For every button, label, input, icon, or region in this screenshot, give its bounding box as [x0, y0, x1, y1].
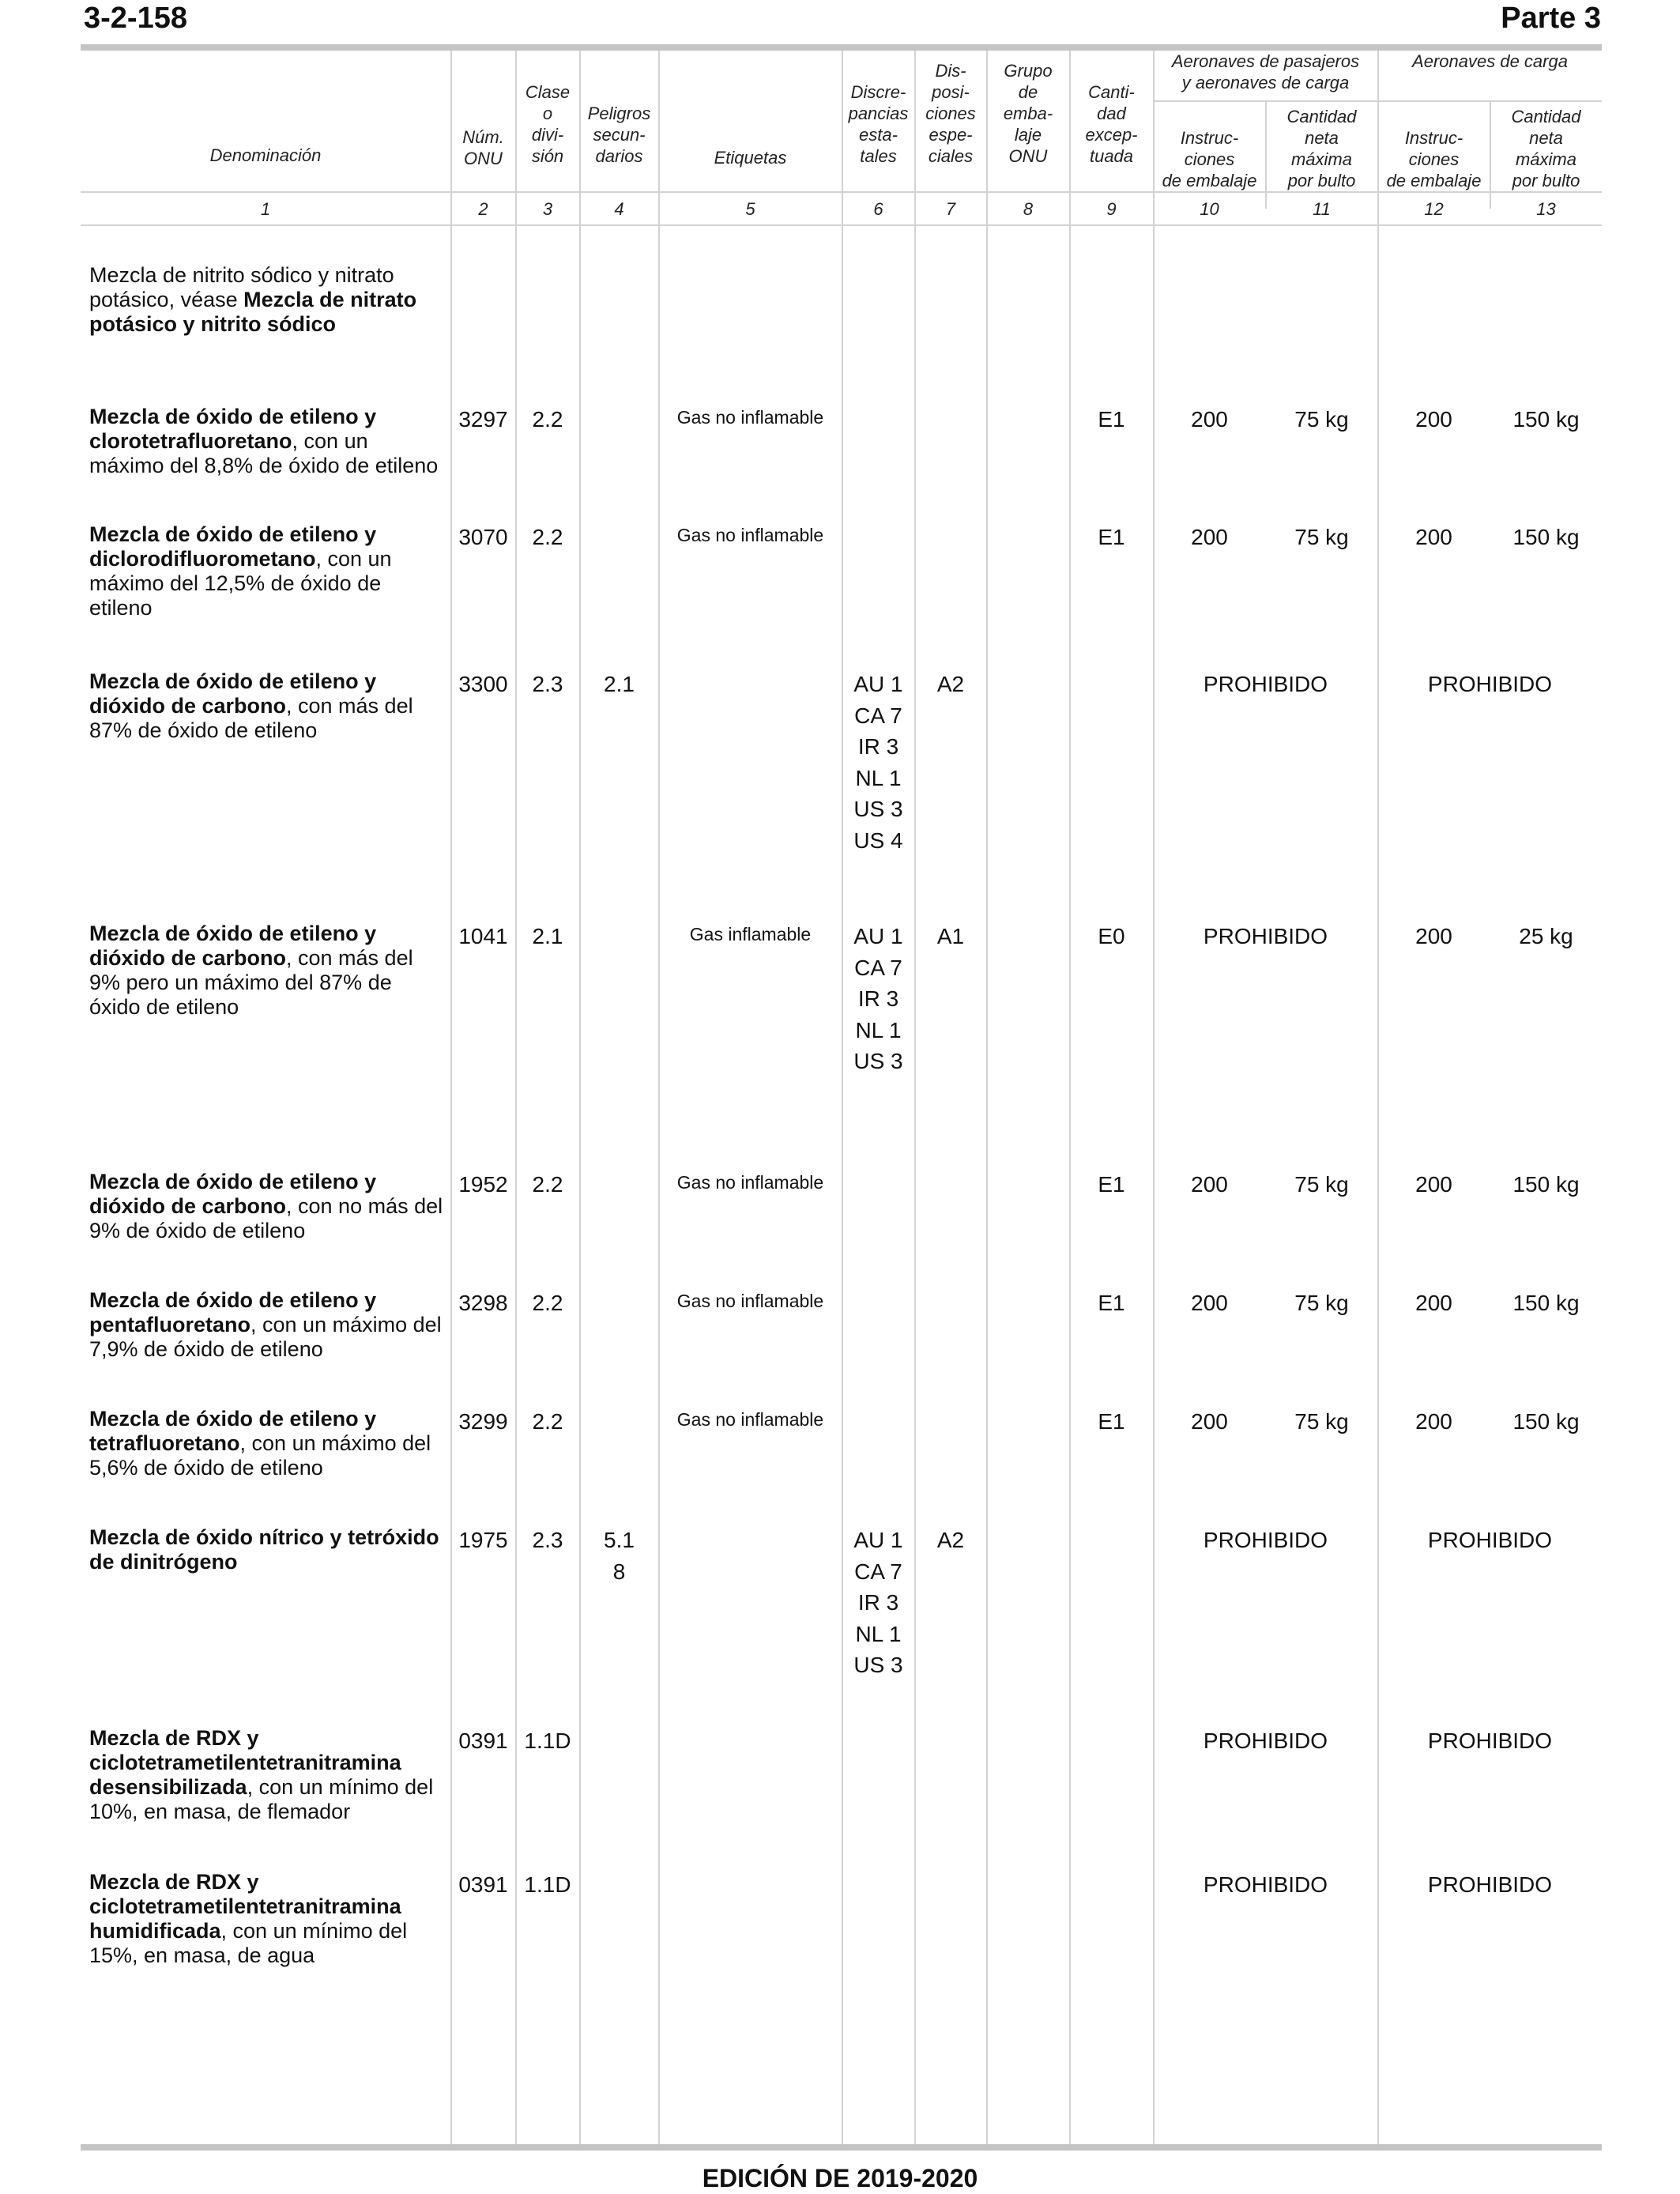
un-number: 0391: [458, 1728, 508, 1753]
group-header-rule: [1154, 100, 1602, 102]
header-cantidad-exceptuada: Canti- dad excep- tuada: [1085, 82, 1138, 166]
cargo-prohibited: PROHIBIDO: [1427, 1872, 1553, 1897]
row-name-bold: Mezcla de óxido de etileno y pentafluoretano: [89, 1288, 377, 1336]
header-instrucciones-carga: Instruc- ciones de embalaje: [1386, 128, 1482, 190]
excepted-quantity: E1: [1098, 407, 1125, 432]
row-name-bold: Mezcla de nitrato potásico y nitrito sódico: [89, 288, 417, 336]
table-row-name: [89, 669, 445, 743]
class-division: 1.1D: [524, 1872, 571, 1897]
column-divider: [658, 51, 660, 2144]
pax-packing-instruction: 200: [1191, 407, 1228, 432]
un-number: 3300: [458, 672, 508, 696]
column-number: 11: [1313, 199, 1331, 219]
cargo-max-quantity: 150 kg: [1512, 1172, 1580, 1197]
pax-max-quantity: 75 kg: [1294, 1172, 1349, 1197]
column-number: 10: [1200, 199, 1219, 219]
column-divider: [1377, 51, 1379, 2144]
column-number: 7: [945, 199, 956, 219]
header-grupo: Grupo de emba- laje ONU: [1003, 61, 1053, 166]
excepted-quantity: E0: [1098, 924, 1125, 948]
un-number: 3299: [458, 1409, 508, 1434]
state-variations: AU 1 CA 7 IR 3 NL 1 US 3: [853, 924, 903, 1073]
cargo-packing-instruction: 200: [1415, 407, 1452, 432]
special-provisions: A2: [936, 672, 965, 696]
column-divider: [1069, 51, 1071, 2144]
header-etiquetas: Etiquetas: [714, 148, 787, 168]
cargo-packing-instruction: 200: [1415, 924, 1452, 948]
cargo-max-quantity: 150 kg: [1512, 1409, 1580, 1434]
row-name-text: Mezcla de nitrito sódico y nitrato potásico, véase: [89, 263, 394, 311]
class-division: 2.2: [532, 1409, 563, 1434]
pax-packing-instruction: 200: [1191, 525, 1228, 549]
header-group-carga: Aeronaves de carga: [1412, 51, 1568, 71]
header-peligros: Peligros secun- darios: [587, 104, 651, 166]
header-instrucciones-pax: Instruc- ciones de embalaje: [1162, 128, 1257, 190]
column-divider: [579, 51, 581, 2144]
column-number: 13: [1536, 199, 1556, 219]
table-row-name: [89, 922, 445, 1020]
cargo-packing-instruction: 200: [1415, 1409, 1452, 1434]
column-number: 1: [260, 199, 271, 219]
header-discrepancias: Discre- pancias esta- tales: [848, 82, 909, 166]
subsidiary-hazard: 2.1: [604, 672, 635, 696]
row-name-bold: Mezcla de óxido de etileno y diclorodifluorometano: [89, 522, 377, 571]
header-disposiciones: Dis- posi- ciones espe- ciales: [925, 61, 976, 166]
pax-packing-instruction: 200: [1191, 1172, 1228, 1197]
label-text: Gas no inflamable: [676, 1409, 824, 1430]
header-denominacion: Denominación: [209, 145, 322, 165]
label-text: Gas inflamable: [689, 924, 812, 944]
row-name-bold: Mezcla de óxido de etileno y dióxido de carbono: [89, 922, 377, 970]
label-text: Gas no inflamable: [676, 525, 824, 545]
row-name-text: , con un mínimo del 10%, en masa, de flemador: [89, 1775, 434, 1823]
row-name-text: , con más del 87% de óxido de etileno: [89, 694, 413, 742]
column-divider: [515, 51, 517, 2144]
column-number: 8: [1023, 199, 1034, 219]
cargo-prohibited: PROHIBIDO: [1427, 672, 1553, 696]
cargo-prohibited: PROHIBIDO: [1427, 1728, 1553, 1753]
un-number: 3298: [458, 1291, 508, 1315]
cargo-max-quantity: 150 kg: [1512, 525, 1580, 549]
column-number: 9: [1106, 199, 1117, 219]
label-text: Gas no inflamable: [676, 1291, 824, 1311]
cargo-max-quantity: 150 kg: [1512, 1291, 1580, 1315]
excepted-quantity: E1: [1098, 1291, 1125, 1315]
row-name-text: , con un máximo del 5,6% de óxido de etileno: [89, 1431, 431, 1480]
row-name-text: , con un máximo del 7,9% de óxido de etileno: [89, 1313, 442, 1361]
excepted-quantity: E1: [1098, 1409, 1125, 1434]
table-row-name: [89, 1870, 445, 1968]
column-divider: [842, 51, 843, 2144]
row-name-bold: Mezcla de RDX y ciclotetrametilentetranitramina humidificada: [89, 1870, 401, 1943]
table-row-name: [89, 1726, 445, 1824]
label-text: Gas no inflamable: [676, 1172, 824, 1193]
row-name-bold: Mezcla de óxido de etileno y clorotetrafluoretano: [89, 405, 377, 453]
un-number: 3070: [458, 525, 508, 549]
row-name-text: , con más del 9% pero un máximo del 87% de óxido de etileno: [89, 946, 413, 1019]
row-name-text: , con un máximo del 12,5% de óxido de etileno: [89, 547, 392, 620]
table-row-name: [89, 405, 445, 478]
row-name-bold: Mezcla de óxido nítrico y tetróxido de dinitrógeno: [89, 1525, 439, 1574]
row-name-text: , con un mínimo del 15%, en masa, de agua: [89, 1919, 408, 1967]
pax-prohibited: PROHIBIDO: [1203, 1528, 1328, 1552]
column-divider: [1153, 51, 1155, 2144]
class-division: 2.2: [532, 1172, 563, 1197]
bottom-rule: [81, 2144, 1602, 2151]
pax-max-quantity: 75 kg: [1294, 525, 1349, 549]
pax-prohibited: PROHIBIDO: [1203, 1872, 1328, 1897]
row-name-text: , con un máximo del 8,8% de óxido de etileno: [89, 429, 439, 477]
row-name-bold: Mezcla de óxido de etileno y dióxido de carbono: [89, 669, 377, 718]
header-group-pasajeros: Aeronaves de pasajeros y aeronaves de carga: [1171, 51, 1360, 92]
pax-prohibited: PROHIBIDO: [1203, 924, 1328, 948]
header-cantidad-carga: Cantidad neta máxima por bulto: [1511, 107, 1581, 190]
row-name-bold: Mezcla de RDX y ciclotetrametilentetranitramina desensibilizada: [89, 1726, 401, 1799]
cargo-packing-instruction: 200: [1415, 525, 1452, 549]
table-row-name: [89, 522, 445, 620]
column-divider: [986, 51, 988, 2144]
class-division: 2.3: [532, 1528, 563, 1552]
column-number: 4: [614, 199, 624, 219]
column-number: 12: [1424, 199, 1444, 219]
table-row-name: [89, 1407, 445, 1480]
un-number: 1952: [458, 1172, 508, 1197]
row-name-text: , con no más del 9% de óxido de etileno: [89, 1194, 443, 1242]
state-variations: AU 1 CA 7 IR 3 NL 1 US 3: [853, 1528, 903, 1677]
un-number: 1975: [458, 1528, 508, 1552]
column-number-rule: [81, 224, 1602, 226]
header-clase: Clase o divi- sión: [525, 82, 571, 166]
state-variations: AU 1 CA 7 IR 3 NL 1 US 3 US 4: [853, 672, 903, 853]
table-row-name: [89, 1170, 445, 1243]
cargo-max-quantity: 25 kg: [1519, 924, 1573, 948]
class-division: 2.2: [532, 1291, 563, 1315]
column-number: 3: [542, 199, 553, 219]
un-number: 1041: [458, 924, 508, 948]
label-text: Gas no inflamable: [676, 407, 824, 428]
special-provisions: A1: [936, 924, 965, 948]
part-title: Parte 3: [1501, 2, 1601, 35]
un-number: 3297: [458, 407, 508, 432]
cargo-packing-instruction: 200: [1415, 1291, 1452, 1315]
table-row-name: [89, 263, 445, 337]
row-name-bold: Mezcla de óxido de etileno y tetrafluoretano: [89, 1407, 377, 1455]
pax-max-quantity: 75 kg: [1294, 407, 1349, 432]
column-divider: [450, 51, 452, 2144]
column-number: 6: [873, 199, 883, 219]
column-number: 5: [745, 199, 755, 219]
class-division: 2.2: [532, 525, 563, 549]
top-rule: [81, 44, 1602, 51]
header-num-onu: Núm. ONU: [462, 127, 504, 168]
table-row-name: [89, 1525, 445, 1574]
pax-packing-instruction: 200: [1191, 1291, 1228, 1315]
column-number: 2: [478, 199, 488, 219]
class-division: 1.1D: [524, 1728, 571, 1753]
class-division: 2.3: [532, 672, 563, 696]
class-division: 2.1: [532, 924, 563, 948]
excepted-quantity: E1: [1098, 525, 1125, 549]
column-divider: [914, 51, 916, 2144]
pax-prohibited: PROHIBIDO: [1203, 1728, 1328, 1753]
special-provisions: A2: [936, 1528, 965, 1552]
pax-packing-instruction: 200: [1191, 1409, 1228, 1434]
pax-prohibited: PROHIBIDO: [1203, 672, 1328, 696]
cargo-packing-instruction: 200: [1415, 1172, 1452, 1197]
cargo-max-quantity: 150 kg: [1512, 407, 1580, 432]
subsidiary-hazard: 5.1 8: [604, 1528, 635, 1584]
pax-max-quantity: 75 kg: [1294, 1409, 1349, 1434]
un-number: 0391: [458, 1872, 508, 1897]
header-rule: [81, 191, 1602, 193]
table-row-name: [89, 1288, 445, 1362]
edition-footer: EDICIÓN DE 2019-2020: [702, 2164, 978, 2192]
pax-max-quantity: 75 kg: [1294, 1291, 1349, 1315]
class-division: 2.2: [532, 407, 563, 432]
excepted-quantity: E1: [1098, 1172, 1125, 1197]
page-number: 3-2-158: [84, 2, 187, 35]
row-name-bold: Mezcla de óxido de etileno y dióxido de carbono: [89, 1170, 377, 1218]
header-cantidad-pax: Cantidad neta máxima por bulto: [1286, 107, 1357, 190]
cargo-prohibited: PROHIBIDO: [1427, 1528, 1553, 1552]
